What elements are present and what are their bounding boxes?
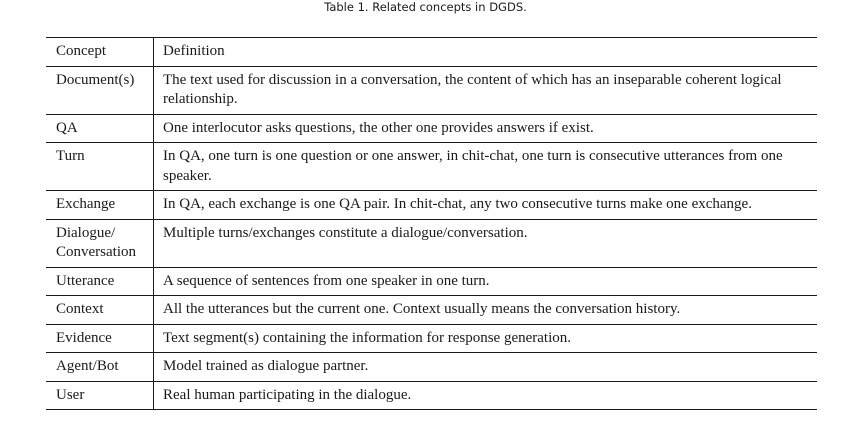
- table-header-row: [46, 38, 817, 67]
- concept-cell: Turn: [46, 143, 154, 191]
- concept-cell: Document(s): [46, 66, 154, 114]
- definition-cell: Model trained as dialogue partner.: [163, 358, 369, 374]
- concept-line: Dialogue/: [56, 224, 116, 241]
- table-row: [46, 353, 817, 382]
- concept-cell: Exchange: [46, 191, 154, 220]
- table-row: [46, 324, 817, 353]
- table-row: [46, 267, 817, 296]
- concept-cell: Evidence: [46, 324, 154, 353]
- definition-cell: The text used for discussion in a conversation, the content of which has an inseparable coherent logical relationship.: [163, 71, 782, 107]
- definition-cell: In QA, each exchange is one QA pair. In chit-chat, any two consecutive turns make one exchange.: [163, 196, 752, 212]
- concept-cell: User: [46, 381, 154, 410]
- table-row: [46, 219, 817, 267]
- table-caption: Table 1. Related concepts in DGDS.: [324, 0, 527, 14]
- concept-line: Conversation: [56, 244, 136, 260]
- header-definition: Definition: [163, 43, 225, 59]
- concept-cell: [46, 219, 154, 267]
- definition-cell: Text segment(s) containing the information for response generation.: [163, 329, 571, 346]
- concept-cell: Context: [46, 296, 154, 325]
- concept-cell: Agent/Bot: [46, 353, 154, 382]
- table-row: [46, 191, 817, 220]
- table-row: [46, 66, 817, 114]
- table-row: [46, 143, 817, 191]
- concept-cell: Utterance: [46, 267, 154, 296]
- definition-cell: In QA, one turn is one question or one answer, in chit-chat, one turn is consecutive utterances from one speaker.: [163, 148, 783, 184]
- concepts-table: [46, 37, 817, 410]
- concept-cell: QA: [46, 114, 154, 143]
- definition-cell: One interlocutor asks questions, the other one provides answers if exist.: [163, 119, 594, 136]
- definition-cell: Multiple turns/exchanges constitute a dialogue/conversation.: [163, 224, 528, 241]
- table-row: [46, 381, 817, 410]
- table-row: [46, 114, 817, 143]
- table-row: [46, 296, 817, 325]
- definition-cell: A sequence of sentences from one speaker in one turn.: [163, 272, 490, 289]
- header-concept: Concept: [46, 38, 154, 67]
- definition-cell: All the utterances but the current one. Context usually means the conversation history.: [163, 301, 681, 317]
- definition-cell: Real human participating in the dialogue.: [163, 386, 412, 403]
